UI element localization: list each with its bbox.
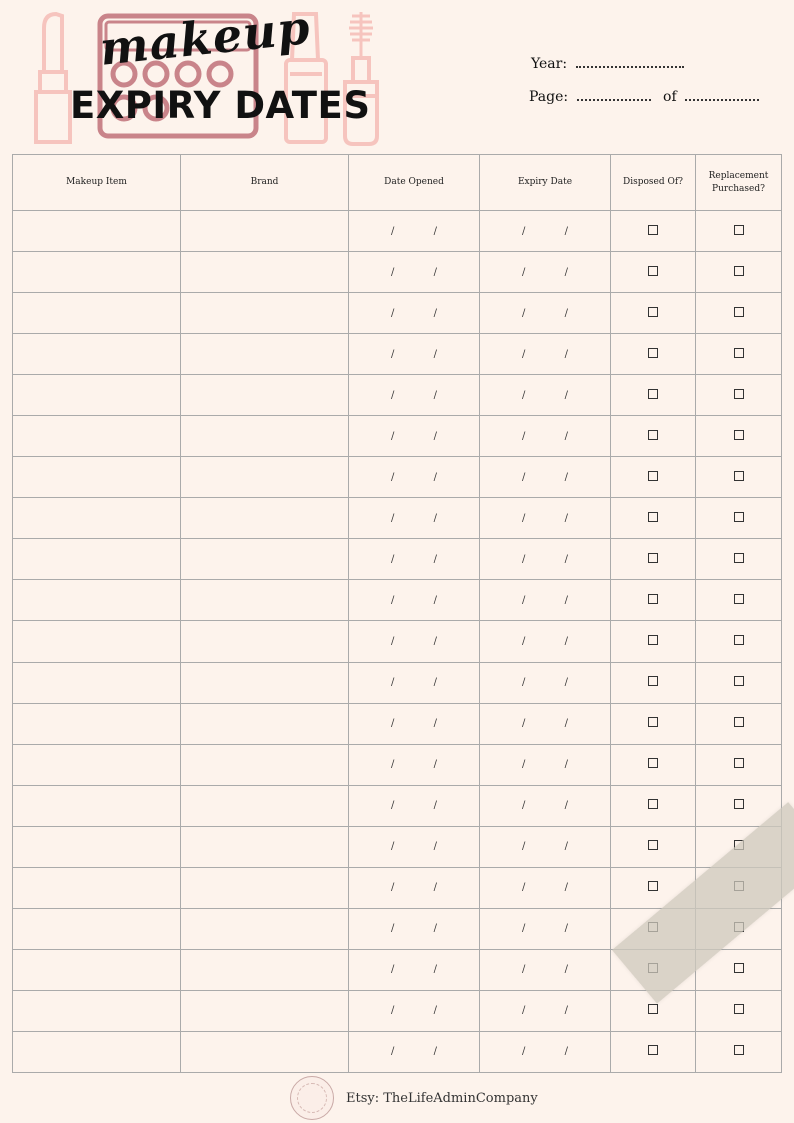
date-opened-cell[interactable] (349, 1031, 480, 1072)
date-opened-cell[interactable] (349, 211, 480, 252)
date-opened-cell[interactable] (349, 621, 480, 662)
brand-cell[interactable] (181, 990, 349, 1031)
col-header-expiry-date: Expiry Date (480, 155, 611, 211)
date-slashes: / / (522, 800, 586, 812)
title-script: makeup (97, 0, 313, 76)
replacement-checkbox[interactable] (734, 717, 744, 727)
makeup-item-cell[interactable] (13, 867, 181, 908)
makeup-item-cell[interactable] (13, 580, 181, 621)
date-opened-cell[interactable] (349, 662, 480, 703)
date-opened-cell[interactable] (349, 949, 480, 990)
replacement-checkbox[interactable] (734, 307, 744, 317)
disposed-checkbox[interactable] (648, 635, 658, 645)
makeup-item-cell[interactable] (13, 498, 181, 539)
makeup-item-cell[interactable] (13, 826, 181, 867)
date-slashes: / / (391, 759, 455, 771)
disposed-checkbox[interactable] (648, 717, 658, 727)
table-row (13, 826, 782, 867)
replacement-cell[interactable] (696, 293, 782, 334)
year-field[interactable] (531, 54, 684, 72)
disposed-checkbox[interactable] (648, 1045, 658, 1055)
table-row (13, 703, 782, 744)
brand-cell[interactable] (181, 416, 349, 457)
table-row (13, 252, 782, 293)
replacement-checkbox[interactable] (734, 430, 744, 440)
expiry-date-cell[interactable] (480, 498, 611, 539)
disposed-checkbox[interactable] (648, 1004, 658, 1014)
date-slashes: / / (522, 225, 586, 237)
date-slashes: / / (522, 594, 586, 606)
brand-cell[interactable] (181, 252, 349, 293)
table-row (13, 662, 782, 703)
expiry-date-cell[interactable] (480, 867, 611, 908)
page-title: EXPIRY DATES (70, 84, 371, 127)
makeup-item-cell[interactable] (13, 744, 181, 785)
replacement-cell[interactable] (696, 375, 782, 416)
disposed-of-cell[interactable] (611, 539, 696, 580)
date-opened-cell[interactable] (349, 703, 480, 744)
brand-cell[interactable] (181, 580, 349, 621)
brand-cell[interactable] (181, 211, 349, 252)
date-slashes: / / (391, 635, 455, 647)
date-opened-cell[interactable] (349, 375, 480, 416)
table-row (13, 990, 782, 1031)
replacement-checkbox[interactable] (734, 553, 744, 563)
table-row (13, 375, 782, 416)
date-slashes: / / (391, 348, 455, 360)
expiry-date-cell[interactable] (480, 990, 611, 1031)
disposed-of-cell[interactable] (611, 580, 696, 621)
replacement-cell[interactable] (696, 498, 782, 539)
date-opened-cell[interactable] (349, 744, 480, 785)
brand-cell[interactable] (181, 334, 349, 375)
date-slashes: / / (522, 1046, 586, 1058)
expiry-date-cell[interactable] (480, 252, 611, 293)
date-opened-cell[interactable] (349, 867, 480, 908)
date-opened-cell[interactable] (349, 498, 480, 539)
col-header-date-opened: Date Opened (349, 155, 480, 211)
disposed-checkbox[interactable] (648, 471, 658, 481)
brand-cell[interactable] (181, 744, 349, 785)
replacement-checkbox[interactable] (734, 266, 744, 276)
disposed-of-cell[interactable] (611, 416, 696, 457)
date-slashes: / / (522, 512, 586, 524)
date-opened-cell[interactable] (349, 457, 480, 498)
expiry-date-cell[interactable] (480, 908, 611, 949)
disposed-of-cell[interactable] (611, 744, 696, 785)
replacement-checkbox[interactable] (734, 1045, 744, 1055)
disposed-checkbox[interactable] (648, 840, 658, 850)
date-opened-cell[interactable] (349, 580, 480, 621)
replacement-checkbox[interactable] (734, 799, 744, 809)
replacement-cell[interactable] (696, 252, 782, 293)
disposed-of-cell[interactable] (611, 334, 696, 375)
replacement-cell[interactable] (696, 703, 782, 744)
date-slashes: / / (391, 964, 455, 976)
makeup-item-cell[interactable] (13, 416, 181, 457)
expiry-date-cell[interactable] (480, 457, 611, 498)
disposed-of-cell[interactable] (611, 375, 696, 416)
disposed-checkbox[interactable] (648, 512, 658, 522)
brand-cell[interactable] (181, 703, 349, 744)
brand-cell[interactable] (181, 621, 349, 662)
expiry-date-cell[interactable] (480, 826, 611, 867)
expiry-date-cell[interactable] (480, 580, 611, 621)
date-slashes: / / (391, 553, 455, 565)
makeup-item-cell[interactable] (13, 908, 181, 949)
date-slashes: / / (522, 882, 586, 894)
makeup-item-cell[interactable] (13, 1031, 181, 1072)
date-slashes: / / (522, 923, 586, 935)
disposed-of-cell[interactable] (611, 826, 696, 867)
date-slashes: / / (391, 512, 455, 524)
date-slashes: / / (522, 307, 586, 319)
date-slashes: / / (391, 594, 455, 606)
page-field[interactable] (529, 87, 759, 105)
date-slashes: / / (522, 389, 586, 401)
makeup-item-cell[interactable] (13, 621, 181, 662)
date-slashes: / / (391, 677, 455, 689)
replacement-checkbox[interactable] (734, 594, 744, 604)
date-slashes: / / (391, 800, 455, 812)
table-row (13, 744, 782, 785)
footer (290, 1076, 538, 1120)
table-row (13, 211, 782, 252)
replacement-cell[interactable] (696, 662, 782, 703)
disposed-checkbox[interactable] (648, 553, 658, 563)
disposed-of-cell[interactable] (611, 457, 696, 498)
col-header-disposed-of: Disposed Of? (611, 155, 696, 211)
table-row (13, 621, 782, 662)
disposed-checkbox[interactable] (648, 799, 658, 809)
replacement-checkbox[interactable] (734, 1004, 744, 1014)
date-opened-cell[interactable] (349, 252, 480, 293)
date-slashes: / / (391, 307, 455, 319)
date-slashes: / / (522, 718, 586, 730)
makeup-item-cell[interactable] (13, 375, 181, 416)
disposed-checkbox[interactable] (648, 881, 658, 891)
page-total-blank[interactable] (685, 87, 759, 101)
expiry-date-cell[interactable] (480, 293, 611, 334)
col-header-replacement-purchased: Replacement Purchased? (696, 155, 782, 211)
table-row (13, 457, 782, 498)
replacement-checkbox[interactable] (734, 348, 744, 358)
date-slashes: / / (391, 718, 455, 730)
replacement-cell[interactable] (696, 621, 782, 662)
replacement-checkbox[interactable] (734, 512, 744, 522)
date-slashes: / / (522, 471, 586, 483)
disposed-checkbox[interactable] (648, 676, 658, 686)
date-slashes: / / (522, 759, 586, 771)
date-slashes: / / (391, 389, 455, 401)
brand-cell[interactable] (181, 867, 349, 908)
year-label: Year: (531, 56, 568, 72)
brand-cell[interactable] (181, 949, 349, 990)
replacement-checkbox[interactable] (734, 471, 744, 481)
date-slashes: / / (522, 635, 586, 647)
expiry-date-cell[interactable] (480, 785, 611, 826)
page-label: Page: (529, 89, 569, 105)
date-slashes: / / (391, 471, 455, 483)
brand-cell[interactable] (181, 908, 349, 949)
replacement-checkbox[interactable] (734, 635, 744, 645)
expiry-date-cell[interactable] (480, 375, 611, 416)
table-row (13, 539, 782, 580)
replacement-cell[interactable] (696, 416, 782, 457)
footer-credit: Etsy: TheLifeAdminCompany (346, 1090, 538, 1106)
expiry-date-cell[interactable] (480, 539, 611, 580)
disposed-checkbox[interactable] (648, 225, 658, 235)
disposed-checkbox[interactable] (648, 307, 658, 317)
table-row (13, 293, 782, 334)
of-label: of (663, 89, 677, 105)
date-slashes: / / (391, 266, 455, 278)
brand-cell[interactable] (181, 539, 349, 580)
date-slashes: / / (522, 677, 586, 689)
replacement-cell[interactable] (696, 580, 782, 621)
year-blank[interactable] (576, 54, 684, 68)
makeup-item-cell[interactable] (13, 457, 181, 498)
makeup-item-cell[interactable] (13, 662, 181, 703)
date-opened-cell[interactable] (349, 990, 480, 1031)
date-slashes: / / (391, 841, 455, 853)
date-slashes: / / (522, 1005, 586, 1017)
date-opened-cell[interactable] (349, 293, 480, 334)
brand-cell[interactable] (181, 785, 349, 826)
replacement-checkbox[interactable] (734, 389, 744, 399)
table-header-row (13, 155, 782, 211)
date-opened-cell[interactable] (349, 908, 480, 949)
page-number-blank[interactable] (577, 87, 651, 101)
disposed-checkbox[interactable] (648, 389, 658, 399)
disposed-of-cell[interactable] (611, 662, 696, 703)
replacement-cell[interactable] (696, 211, 782, 252)
date-opened-cell[interactable] (349, 539, 480, 580)
replacement-cell[interactable] (696, 457, 782, 498)
brand-cell[interactable] (181, 498, 349, 539)
disposed-of-cell[interactable] (611, 498, 696, 539)
disposed-of-cell[interactable] (611, 293, 696, 334)
replacement-checkbox[interactable] (734, 225, 744, 235)
disposed-of-cell[interactable] (611, 703, 696, 744)
logo-icon (290, 1076, 334, 1120)
disposed-checkbox[interactable] (648, 430, 658, 440)
date-slashes: / / (522, 553, 586, 565)
date-slashes: / / (522, 841, 586, 853)
makeup-item-cell[interactable] (13, 334, 181, 375)
date-slashes: / / (522, 348, 586, 360)
replacement-checkbox[interactable] (734, 676, 744, 686)
makeup-item-cell[interactable] (13, 703, 181, 744)
expiry-date-cell[interactable] (480, 334, 611, 375)
date-opened-cell[interactable] (349, 416, 480, 457)
table-row (13, 498, 782, 539)
date-opened-cell[interactable] (349, 785, 480, 826)
table-row (13, 867, 782, 908)
date-slashes: / / (522, 266, 586, 278)
date-slashes: / / (391, 1005, 455, 1017)
disposed-checkbox[interactable] (648, 348, 658, 358)
replacement-cell[interactable] (696, 334, 782, 375)
table-row (13, 785, 782, 826)
expiry-date-cell[interactable] (480, 211, 611, 252)
makeup-item-cell[interactable] (13, 293, 181, 334)
disposed-of-cell[interactable] (611, 211, 696, 252)
disposed-of-cell[interactable] (611, 1031, 696, 1072)
date-slashes: / / (391, 1046, 455, 1058)
brand-cell[interactable] (181, 662, 349, 703)
expiry-date-cell[interactable] (480, 949, 611, 990)
date-slashes: / / (391, 882, 455, 894)
expiry-date-cell[interactable] (480, 621, 611, 662)
brand-cell[interactable] (181, 375, 349, 416)
table-row (13, 334, 782, 375)
date-slashes: / / (391, 225, 455, 237)
replacement-checkbox[interactable] (734, 758, 744, 768)
date-slashes: / / (391, 923, 455, 935)
expiry-date-cell[interactable] (480, 416, 611, 457)
disposed-of-cell[interactable] (611, 785, 696, 826)
disposed-checkbox[interactable] (648, 758, 658, 768)
disposed-of-cell[interactable] (611, 621, 696, 662)
makeup-item-cell[interactable] (13, 990, 181, 1031)
table-row (13, 580, 782, 621)
replacement-cell[interactable] (696, 990, 782, 1031)
date-slashes: / / (522, 964, 586, 976)
makeup-item-cell[interactable] (13, 539, 181, 580)
replacement-cell[interactable] (696, 744, 782, 785)
replacement-cell[interactable] (696, 1031, 782, 1072)
date-slashes: / / (391, 430, 455, 442)
brand-cell[interactable] (181, 826, 349, 867)
date-opened-cell[interactable] (349, 826, 480, 867)
date-opened-cell[interactable] (349, 334, 480, 375)
disposed-checkbox[interactable] (648, 266, 658, 276)
date-slashes: / / (522, 430, 586, 442)
col-header-brand: Brand (181, 155, 349, 211)
table-row (13, 416, 782, 457)
makeup-item-cell[interactable] (13, 211, 181, 252)
expiry-date-cell[interactable] (480, 703, 611, 744)
brand-cell[interactable] (181, 1031, 349, 1072)
brand-cell[interactable] (181, 293, 349, 334)
brand-cell[interactable] (181, 457, 349, 498)
makeup-item-cell[interactable] (13, 252, 181, 293)
lipstick-icon (36, 14, 70, 142)
makeup-item-cell[interactable] (13, 949, 181, 990)
disposed-checkbox[interactable] (648, 594, 658, 604)
disposed-of-cell[interactable] (611, 252, 696, 293)
expiry-date-cell[interactable] (480, 662, 611, 703)
makeup-item-cell[interactable] (13, 785, 181, 826)
replacement-cell[interactable] (696, 539, 782, 580)
expiry-date-cell[interactable] (480, 744, 611, 785)
col-header-makeup-item: Makeup Item (13, 155, 181, 211)
expiry-date-cell[interactable] (480, 1031, 611, 1072)
replacement-checkbox[interactable] (734, 963, 744, 973)
table-row (13, 1031, 782, 1072)
